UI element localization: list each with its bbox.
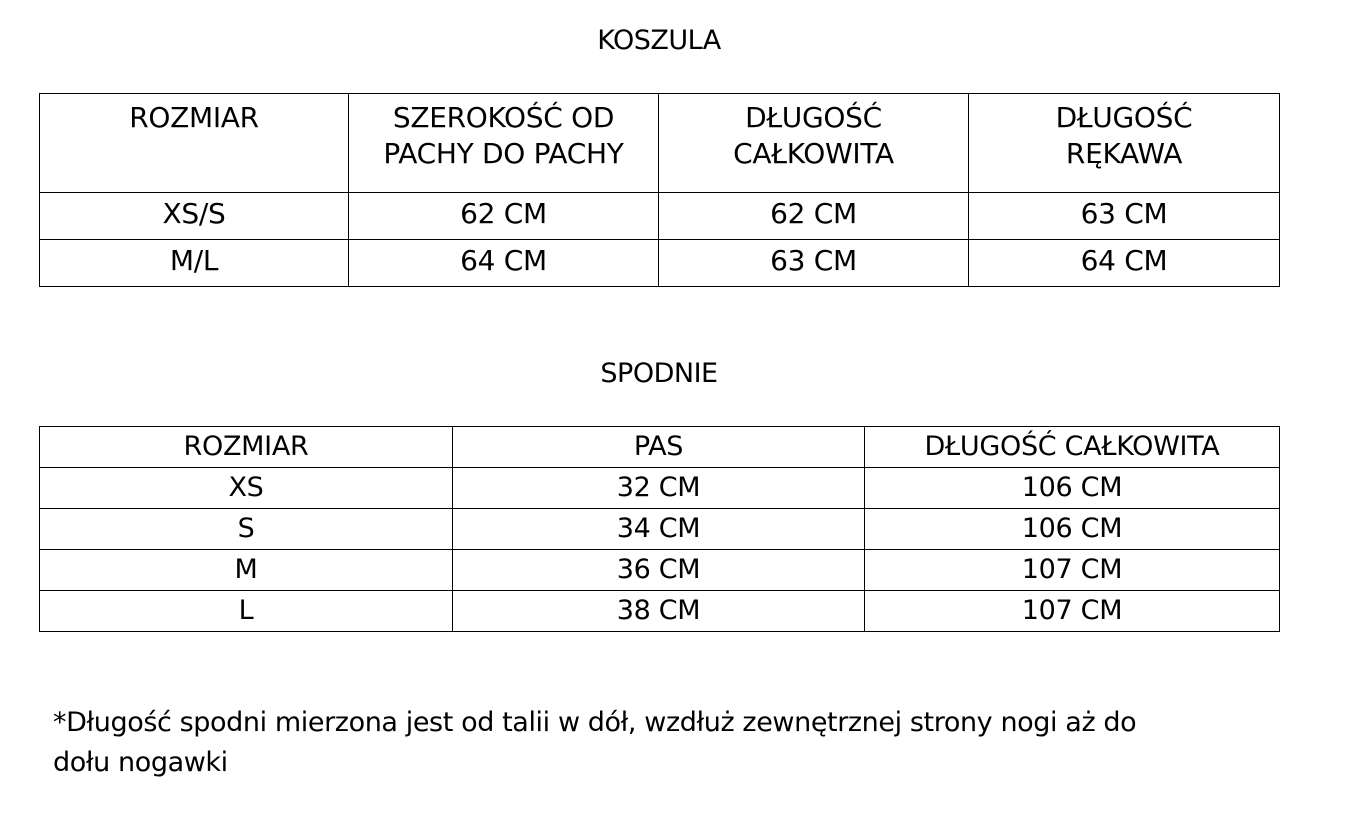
header-line: ROZMIAR bbox=[129, 101, 259, 134]
table-cell: 64 CM bbox=[349, 240, 659, 287]
table-cell: 36 CM bbox=[453, 550, 865, 591]
table-cell: XS/S bbox=[40, 193, 349, 240]
table-cell: 107 CM bbox=[865, 550, 1280, 591]
header-line: SZEROKOŚĆ OD bbox=[392, 101, 615, 134]
table-row bbox=[40, 193, 1280, 240]
table-row bbox=[40, 509, 1280, 550]
header-waist: PAS bbox=[453, 427, 865, 468]
header-line: CAŁKOWITA bbox=[733, 137, 894, 170]
table-cell: L bbox=[40, 591, 453, 632]
table-cell: 106 CM bbox=[865, 468, 1280, 509]
table-cell: 38 CM bbox=[453, 591, 865, 632]
table-cell: 64 CM bbox=[969, 240, 1280, 287]
table-cell: 63 CM bbox=[659, 240, 969, 287]
table-cell: S bbox=[40, 509, 453, 550]
header-total-length bbox=[659, 94, 969, 193]
header-size: ROZMIAR bbox=[40, 427, 453, 468]
shirt-section-title: KOSZULA bbox=[597, 25, 721, 56]
table-row bbox=[40, 240, 1280, 287]
table-row bbox=[40, 591, 1280, 632]
table-cell: M bbox=[40, 550, 453, 591]
measurement-note bbox=[53, 703, 1283, 783]
table-cell: XS bbox=[40, 468, 453, 509]
header-total-length: DŁUGOŚĆ CAŁKOWITA bbox=[865, 427, 1280, 468]
table-row bbox=[40, 468, 1280, 509]
table-row bbox=[40, 550, 1280, 591]
table-cell: 62 CM bbox=[659, 193, 969, 240]
header-line: DŁUGOŚĆ bbox=[1055, 101, 1193, 134]
header-line: DŁUGOŚĆ bbox=[745, 101, 882, 134]
header-line: RĘKAWA bbox=[1065, 137, 1183, 170]
table-cell: 62 CM bbox=[349, 193, 659, 240]
table-header-row bbox=[40, 94, 1280, 193]
table-cell: 107 CM bbox=[865, 591, 1280, 632]
trousers-section-title: SPODNIE bbox=[600, 358, 718, 389]
table-cell: 34 CM bbox=[453, 509, 865, 550]
table-cell: M/L bbox=[40, 240, 349, 287]
header-line: PACHY DO PACHY bbox=[383, 137, 624, 170]
table-cell: 63 CM bbox=[969, 193, 1280, 240]
note-line: dołu nogawki bbox=[53, 747, 228, 778]
note-line: *Długość spodni mierzona jest od talii w dół, wzdłuż zewnętrznej strony nogi aż do bbox=[53, 707, 1137, 738]
table-cell: 32 CM bbox=[453, 468, 865, 509]
header-chest-width bbox=[349, 94, 659, 193]
table-header-row bbox=[40, 427, 1280, 468]
shirt-size-table bbox=[39, 93, 1280, 287]
header-sleeve-length bbox=[969, 94, 1280, 193]
header-size bbox=[40, 94, 349, 193]
table-cell: 106 CM bbox=[865, 509, 1280, 550]
trousers-size-table bbox=[39, 426, 1280, 632]
